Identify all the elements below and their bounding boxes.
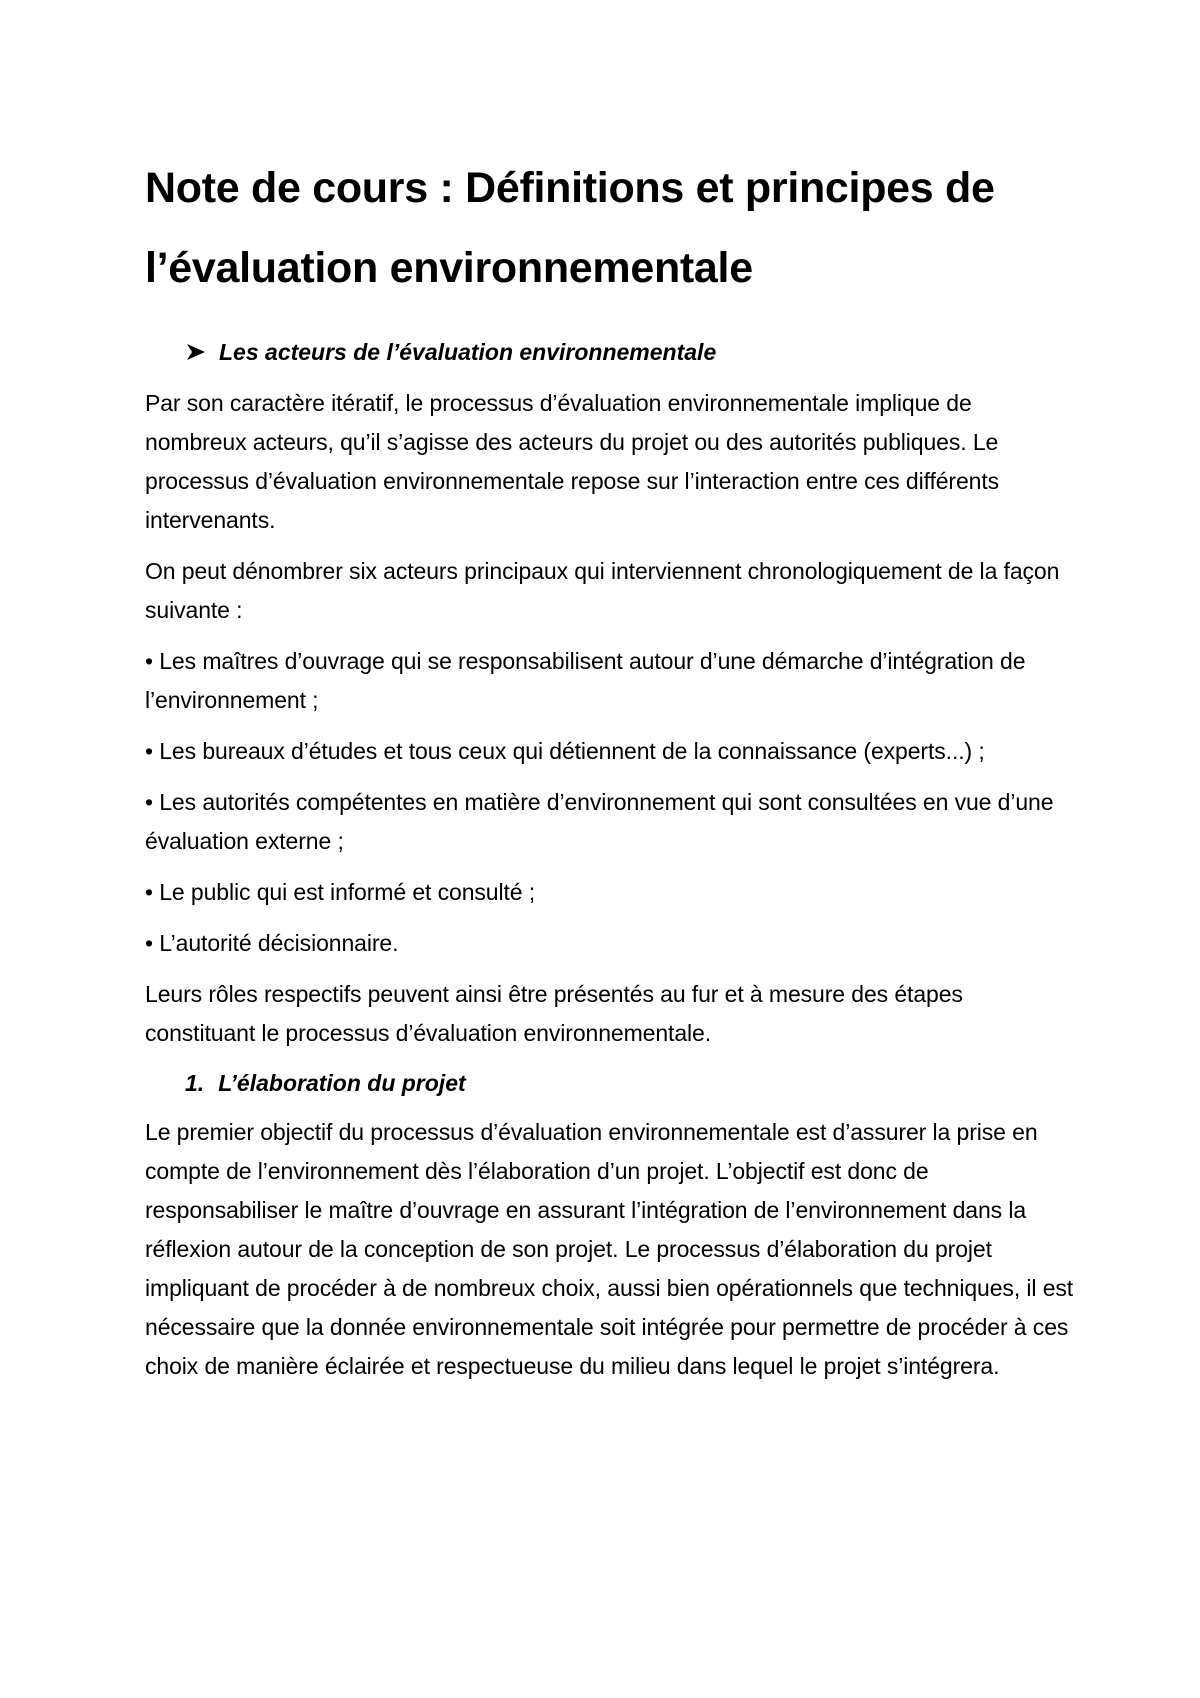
bullet-item-maitres-ouvrage: • Les maîtres d’ouvrage qui se responsabilisent autour d’une démarche d’intégration de l’environnement ;: [145, 648, 1026, 713]
bullet-item-bureaux-etudes: • Les bureaux d’études et tous ceux qui détiennent de la connaissance (experts...) ;: [145, 738, 985, 764]
section-title: L’élaboration du projet: [218, 1069, 466, 1096]
paragraph-six-actors: On peut dénombrer six acteurs principaux qui interviennent chronologiquement de la façon suivante :: [145, 558, 1060, 623]
page-title: [145, 148, 1075, 308]
title-line-2: l’évaluation environnementale: [145, 244, 753, 292]
section-heading-elaboration: [185, 1063, 1075, 1103]
bullet-item-public: • Le public qui est informé et consulté ;: [145, 879, 536, 905]
subheading-text: Les acteurs de l’évaluation environnementale: [219, 338, 717, 365]
bullet-item-autorites-competentes: • Les autorités compétentes en matière d’environnement qui sont consultées en vue d’une évaluation externe ;: [145, 789, 1054, 854]
document-content: [145, 148, 1075, 1386]
title-line-1: Note de cours : Définitions et principes de: [145, 164, 995, 212]
subheading-actors: [185, 332, 1075, 372]
section-number: 1.: [185, 1069, 205, 1096]
paragraph-roles: Leurs rôles respectifs peuvent ainsi être présentés au fur et à mesure des étapes constituant le processus d’évaluation environnementale.: [145, 981, 963, 1046]
arrow-bullet-icon: [185, 342, 207, 362]
paragraph-intro: Par son caractère itératif, le processus d’évaluation environnementale implique de nombreux acteurs, qu’il s’agisse des acteurs du projet ou des autorités publiques. Le processus d’évaluation environnementale repose sur l’interaction entre ces différents intervenants.: [145, 390, 1000, 533]
bullet-item-autorite-decisionnaire: • L’autorité décisionnaire.: [145, 930, 399, 956]
paragraph-elaboration: Le premier objectif du processus d’évaluation environnementale est d’assurer la prise en compte de l’environnement dès l’élaboration d’un projet. L’objectif est donc de responsabiliser le maître d’ouvrage en assurant l’intégration de l’environnement dans la réflexion autour de la conception de son projet. Le processus d’élaboration du projet impliquant de procéder à de nombreux choix, aussi bien opérationnels que techniques, il est nécessaire que la donnée environnementale soit intégrée pour permettre de procéder à ces choix de manière éclairée et respectueuse du milieu dans lequel le projet s’intégrera.: [145, 1119, 1074, 1379]
